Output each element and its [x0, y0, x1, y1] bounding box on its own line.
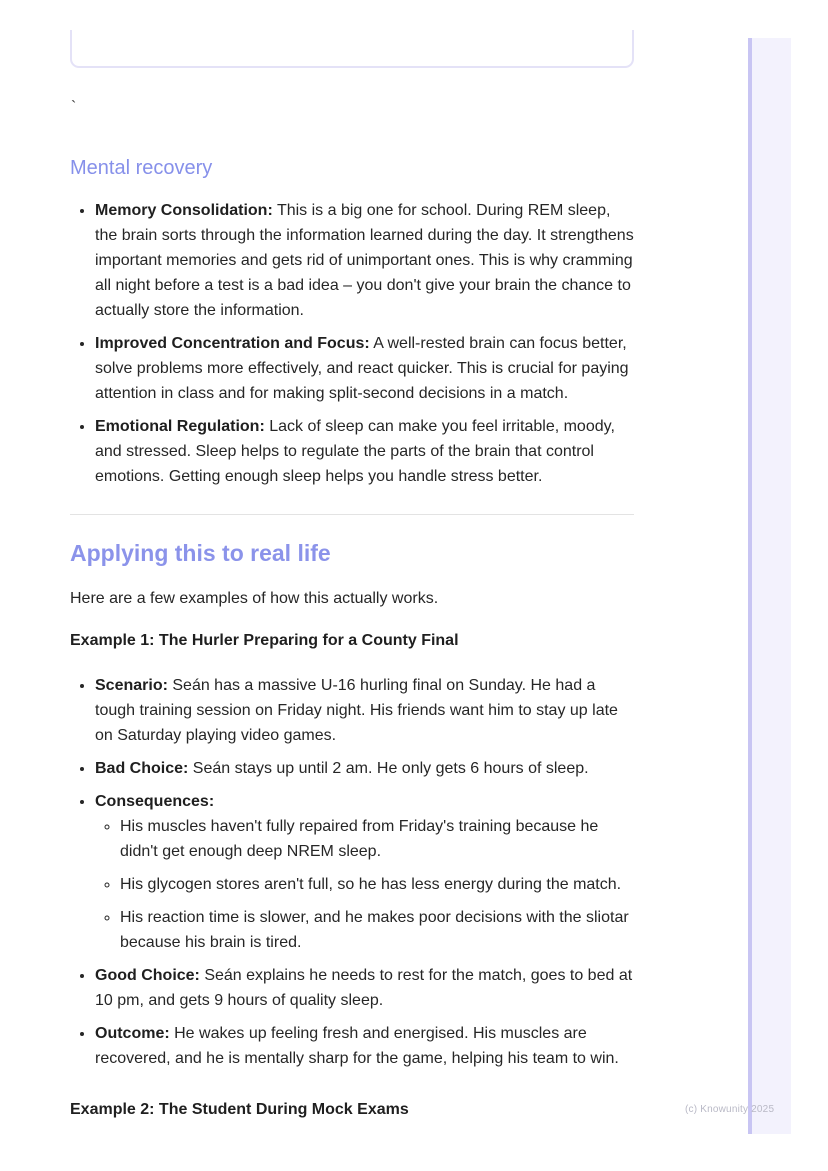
list-item-term: Emotional Regulation: — [95, 418, 265, 435]
copyright-watermark: (c) Knowunity 2025 — [685, 1104, 775, 1115]
sublist-item: ◦ His muscles haven't fully repaired from Friday's training because he didn't get enough deep NREM sleep. — [120, 814, 636, 864]
stray-backtick: ` — [71, 99, 77, 116]
list-item-text: Seán explains he needs to rest for the match, goes to bed at 10 pm, and gets 9 hours of quality sleep. — [95, 967, 633, 1009]
list-item-text: Seán stays up until 2 am. He only gets 6 hours of sleep. — [188, 760, 589, 777]
list-item-term: Good Choice: — [95, 967, 200, 984]
example-1-title: Example 1: The Hurler Preparing for a County Final — [70, 632, 459, 649]
list-item-text: A well-rested brain can focus better, solve problems more effectively, and react quicker. This is crucial for paying attention in class and for making split-second decisions in a match. — [95, 335, 629, 402]
list-item-term: Scenario: — [95, 677, 168, 694]
list-item-term: Outcome: — [95, 1025, 170, 1042]
list-item-outcome — [95, 1021, 636, 1071]
list-item — [95, 414, 634, 489]
list-item-text: Seán has a massive U-16 hurling final on Sunday. He had a tough training session on Friday night. His friends want him to stay up late on Saturday playing video games. — [95, 677, 618, 744]
list-item — [95, 198, 634, 323]
list-item-term: Consequences: — [95, 793, 215, 810]
list-item-text: This is a big one for school. During REM sleep, the brain sorts through the information learned during the day. It strengthens important memories and gets rid of unimportant ones. This is why cramming all night before a test is a bad idea – you don't give your brain the chance to actually store the information. — [95, 202, 634, 319]
list-item-text: Lack of sleep can make you feel irritable, moody, and stressed. Sleep helps to regulate the parts of the brain that control emotions. Getting enough sleep helps you handle stress better. — [95, 418, 615, 485]
list-item — [95, 331, 634, 406]
list-item-text: He wakes up feeling fresh and energised. His muscles are recovered, and he is mentally sharp for the game, helping his team to win. — [95, 1025, 619, 1067]
list-item-consequences — [95, 789, 636, 955]
list-item-term: Memory Consolidation: — [95, 202, 273, 219]
example-1-list — [70, 673, 636, 1079]
sublist-item: ◦ His reaction time is slower, and he makes poor decisions with the sliotar because his brain is tired. — [120, 905, 636, 955]
mental-recovery-list — [70, 198, 634, 497]
previous-card-bottom — [70, 30, 634, 68]
list-item-term: Improved Concentration and Focus: — [95, 335, 370, 352]
heading-applying-real-life: Applying this to real life — [70, 540, 331, 566]
consequences-sublist — [95, 814, 636, 955]
list-item-bad-choice — [95, 756, 636, 781]
intro-paragraph: Here are a few examples of how this actually works. — [70, 590, 439, 607]
list-item-term: Bad Choice: — [95, 760, 189, 777]
heading-mental-recovery: Mental recovery — [70, 157, 213, 179]
example-2-title: Example 2: The Student During Mock Exams — [70, 1101, 409, 1118]
sublist-item: ◦ His glycogen stores aren't full, so he has less energy during the match. — [120, 872, 636, 897]
right-margin-strip — [748, 38, 791, 1134]
list-item-scenario — [95, 673, 636, 748]
list-item-good-choice — [95, 963, 636, 1013]
section-divider — [70, 514, 634, 515]
